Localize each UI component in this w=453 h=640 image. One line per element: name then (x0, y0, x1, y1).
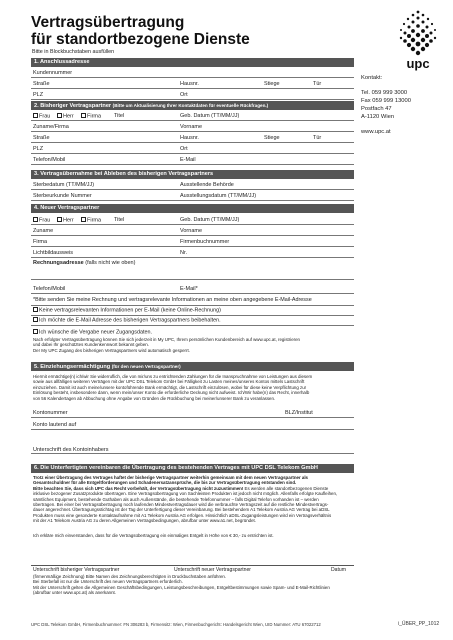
s4-salutation-row[interactable] (31, 214, 354, 225)
sterbedatum-label: Sterbedatum (TT/MM/JJ) (33, 182, 95, 188)
ausweis-nr-label: Nr. (180, 250, 188, 256)
s2-address-row[interactable] (31, 132, 354, 143)
s2-contact-row[interactable] (31, 154, 354, 165)
rechnungsadresse-label: Rechnungsadresse (33, 260, 84, 266)
uebertragung-line1: Es werden alle standortbezogenen Dienste (244, 485, 329, 491)
s4-firma-label: Firma (87, 217, 102, 224)
stiege-label: Stiege (264, 81, 280, 87)
section-2-title: 2. Bisheriger Vertragspartner (34, 103, 112, 109)
upc-logo-text: upc (406, 56, 430, 71)
kundennummer-label: Kundennummer (33, 70, 73, 76)
myupc-footnote-line3: Der My UPC Zugang des bisherigen Vertragspartners wird automatisch gesperrt. (33, 347, 190, 353)
strasse-label: Straße (33, 81, 50, 87)
uebertragung-text (33, 475, 353, 524)
s2-hausnr-label: Hausnr. (180, 135, 199, 141)
section-4-header (31, 204, 354, 213)
sig-old-label: Unterschrift bisheriger Vertragspartner (33, 567, 120, 573)
tuer-label: Tür (313, 81, 322, 87)
option-keep-email-row[interactable] (33, 317, 221, 324)
rechnungsadresse-field[interactable] (31, 258, 354, 280)
hausnr-label: Hausnr. (180, 81, 199, 87)
section-4-title: 4. Neuer Vertragspartner (34, 205, 100, 211)
section-2-note: (Bitte um Aktualisierung Ihrer Kontaktdaten für eventuelle Rückfragen.) (112, 103, 269, 108)
einziehung-text (33, 374, 353, 401)
einziehung-line1: Hiermit ermächtige(n) ich/wir Sie widerruflich, die von mir/uns zu entrichtenden Zahlungen für die Inanspruchnahme von Leistungen aus diesem (33, 374, 313, 379)
contact-web[interactable]: www.upc.at (361, 129, 391, 135)
contact-label: Kontakt: (361, 75, 383, 81)
footer-company: UPC DSL Telekom GmbH, Firmenbuchnummer: FN 306283 b, Firmensitz: Wien, Firmenbuchgericht: Handelsgericht Wien, UID Nummer: ATU 67022712 (31, 622, 321, 627)
s4-frau-label: Frau (39, 217, 51, 224)
keep-email-checkbox[interactable] (33, 317, 38, 322)
section-1-header (31, 58, 354, 67)
option-no-email-row[interactable] (33, 307, 221, 314)
s1-address-row[interactable] (31, 78, 354, 89)
s2-name-row[interactable] (31, 121, 354, 132)
einziehung-line4: Einlösung besteht, insbesondere dann, wenn mein/unser Konto die erforderliche Deckung nicht aufweist. Ich/Wir habe(n) das Recht, innerhalb (33, 390, 310, 396)
s4-contact-row[interactable] (31, 280, 354, 294)
s2-salutation-row[interactable] (31, 110, 354, 121)
keep-email-label: Ich möchte die E-Mail Adresse des bisherigen Vertragspartners beibehalten. (39, 317, 221, 324)
uebertragung-line2: inklusive bezogener Zusatzprodukte übertragen. Eine Vertragsübertragung von Sachleisten Produkten ist jedoch nicht möglich. Allenfalls erfolgte Kaufleihen, (33, 491, 338, 497)
vorname-label: Vorname (180, 124, 203, 130)
sig-note-line1: (firmenmäßige Zeichnung) Bitte Namen des Zeichnungsberechtigten in Druckbuchstaben anführen. (33, 574, 227, 579)
section-5-header (31, 362, 354, 371)
option-new-access-row[interactable] (33, 329, 152, 336)
contact-address: A-1120 Wien (361, 114, 395, 120)
uebertragung-line4: übertragen. Bei einer bei Vertragsübertragung noch laufenden Mindestvertragsdauer wird die verbrauchte Vertragszeit auf die restliche Mindestvertrags- (33, 502, 329, 508)
herr-label: Herr (63, 113, 74, 120)
konto-lautend-label: Konto lautend auf (33, 422, 77, 428)
s4-herr-label: Herr (63, 217, 74, 224)
sig-note-line4: (abrufbar unter www.upc.at) als anerkannt. (33, 590, 116, 596)
uebertragung-line7: mit der A1 Telekom Austria AG zu deren Allgemeinen Vertragsbedingungen, abrufbar unter www.a1.net, begründet. (33, 518, 257, 524)
einziehung-line5: von 56 Kalendertagen ab Abbuchung ohne Angabe von Gründen die Rückbuchung bei meiner/unserer Bank zu veranlassen. (33, 395, 276, 401)
s2-plz-label: PLZ (33, 146, 44, 152)
uebertragung-bold3: Bitte beachten Sie, dass sich UPC das Recht vorbehält, der Vertragsübertragung nicht zuzustimmen! (33, 485, 244, 491)
s4-ausweis-row[interactable] (31, 247, 354, 258)
sterbeurkunde-label: Sterbeurkunde Nummer (33, 193, 92, 199)
upc-logo-graphic (393, 6, 443, 72)
section-5-title: 5. Einziehungsermächtigung (34, 364, 111, 370)
myupc-footnote (33, 337, 353, 353)
s3-row2[interactable] (31, 190, 354, 201)
contact-postfach: Postfach 47 (361, 106, 392, 112)
kundennummer-field[interactable] (31, 67, 354, 78)
s2-telefon-label: Telefon/Mobil (33, 157, 66, 163)
s2-stiege-label: Stiege (264, 135, 280, 141)
section-6-header (31, 464, 354, 473)
footer-doc-code: i_ÜBER_PP_1012 (398, 621, 440, 627)
myupc-footnote-line2: und dabei Ihr geschütztes Kundenkennwort bekannt geben. (33, 342, 149, 348)
no-email-label: Keine vertragsrelevanten Informationen per E-Mail (keine Online-Rechnung) (39, 307, 221, 314)
contact-fax: Fax 059 999 13000 (361, 98, 411, 104)
kontonummer-label: Kontonummer (33, 410, 68, 416)
s4-firma-field-label: Firma (33, 239, 48, 245)
section-1-title: 1. Anschlussadresse (34, 59, 90, 65)
section-5-note: (für den neuen Vertragspartner) (111, 364, 181, 369)
section-6-title: 6. Die Unterfertigten vereinbaren die Übertragung des bestehenden Vertrages mit UPC DSL Telekom GmbH (34, 465, 318, 471)
section-3-title: 3. Vertragsübernahme bei Ableben des bisherigen Vertragspartners (34, 171, 214, 177)
datum-label: Datum (331, 567, 347, 573)
geb-datum-label: Geb. Datum (TT/MM/JJ) (180, 113, 240, 119)
page-title-line1: Vertragsübertragung (31, 14, 185, 31)
firmenbuchnummer-label: Firmenbuchnummer (180, 239, 230, 245)
s4-email-label: E-Mail* (180, 286, 198, 292)
s1-plz-row[interactable] (31, 89, 354, 100)
lichtbildausweis-label: Lichtbildausweis (33, 250, 74, 256)
firma-label: Firma (87, 113, 102, 120)
s2-tuer-label: Tür (313, 135, 322, 141)
s4-telefon-label: Telefon/Mobil (33, 286, 66, 292)
kontoinhaber-signature-label: Unterschrift des Kontoinhabers (33, 447, 109, 453)
s2-ort-label: Ort (180, 146, 188, 152)
email-note: *Bitte senden Sie meine Rechnung und vertragsrelevante Informationen an meine oben angegebene E-Mail-Adresse (33, 297, 312, 303)
frau-label: Frau (39, 113, 51, 120)
titel-label: Titel (114, 113, 125, 119)
uebertragung-bold1: Trotz einer Übertragung des Vertrages haftet der bisherige Vertragspartner weiterhin gemeinsam mit dem neuen Vertragspartner als (33, 475, 308, 480)
einziehung-line2: sowie aus allfälligen weiteren Verträgen mit der UPC DSL Telekom GmbH bei Fälligkeit zu Lasten meines/unseres Kontos mittels Lastschrift (33, 379, 305, 385)
sig-new-label: Unterschrift neuer Vertragspartner (174, 567, 252, 573)
s4-name-row[interactable] (31, 225, 354, 236)
einziehung-line3: einzuziehen. Damit ist auch meine/unsere kontoführende Bank ermächtigt, die Lastschrift einzulösen, wobei für diese keine Verpflichtung zur (33, 384, 307, 390)
s4-zuname-label: Zuname (33, 228, 54, 234)
ausstellungsdatum-label: Ausstellungsdatum (TT/MM/JJ) (180, 193, 257, 199)
no-email-checkbox[interactable] (33, 307, 38, 312)
behoerde-label: Ausstellende Behörde (180, 182, 234, 188)
s3-row1[interactable] (31, 179, 354, 190)
new-access-checkbox[interactable] (33, 329, 38, 334)
herr-checkbox[interactable] (57, 113, 62, 118)
entgelt-text: Ich erkläre mich einverstanden, dass für die Vertragsübertragung ein einmaliges Entgelt in Höhe von € 30,- zu entrichten ist. (33, 533, 274, 538)
form-hint: Bitte in Blockbuchstaben ausfüllen (32, 49, 115, 55)
rechnungsadresse-note: (falls nicht wie oben) (85, 260, 136, 266)
section-3-header (31, 170, 354, 179)
konto-lautend-row[interactable] (31, 418, 354, 430)
uebertragung-line3: sämtliches Equipment, bestehende Guthaben als auch Außenstände, die bestehende Telefonnummer – falls Digital Telefon vorhanden ist – werden (33, 496, 319, 502)
s2-plz-row[interactable] (31, 143, 354, 154)
s4-geb-datum-label: Geb. Datum (TT/MM/JJ) (180, 217, 240, 223)
s4-firma-checkbox[interactable] (81, 217, 86, 222)
s4-herr-checkbox[interactable] (57, 217, 62, 222)
s4-vorname-label: Vorname (180, 228, 203, 234)
uebertragung-bold2: Gesamtschuldner für alle Entgeltforderungen und Schadenersatzansprüche, die bis zur Vertragsübertragung entstanden sind. (33, 480, 297, 486)
signature-notes (33, 574, 353, 596)
s2-strasse-label: Straße (33, 135, 50, 141)
s4-titel-label: Titel (114, 217, 125, 223)
plz-label: PLZ (33, 92, 44, 98)
kontonummer-row[interactable] (31, 405, 354, 418)
sig-note-line2: Bei Sterbefall ist nur die Unterschrift des neuen Vertragspartners erforderlich. (33, 579, 183, 585)
s4-firma-row[interactable] (31, 236, 354, 247)
blz-label: BLZ/Institut (285, 410, 313, 416)
frau-checkbox[interactable] (33, 113, 38, 118)
s4-frau-checkbox[interactable] (33, 217, 38, 222)
zuname-firma-label: Zuname/Firma (33, 124, 69, 130)
sig-note-line3: Mit der Unterschrift gelten die Allgemeinen Geschäftsbedingungen, Leistungsbeschreibungen, Entgeltbestimmungen sowie Spam- und E-Mail-Richtlinien (33, 584, 330, 590)
new-access-label: Ich wünsche die Vergabe neuer Zugangsdaten. (39, 329, 152, 336)
myupc-footnote-line1: Nach erfolgter Vertragsübertragung können Sie sich jederzeit in My UPC, Ihrem persönlichen Kundenbereich auf www.upc.at, registrieren (33, 337, 300, 342)
uebertragung-line5: dauer angerechnet. Übertragungsstichtag ist der Tag der Unterfertigung dieser Vereinbarung. Bei bestehendem A1 Telekom Austria AG Vertrag bei aDSL (33, 507, 330, 513)
firma-checkbox[interactable] (81, 113, 86, 118)
ort-label: Ort (180, 92, 188, 98)
contact-tel: Tel. 059 999 3000 (361, 90, 408, 96)
kontoinhaber-signature-field[interactable] (31, 430, 354, 454)
signature-line[interactable] (31, 565, 354, 566)
page-title-line2: für standortbezogene Dienste (31, 31, 250, 48)
section-2-header (31, 101, 354, 110)
uebertragung-line6: Produkten muss eine gesonderte Kontaktaufnahme mit A1 Telekom Austria AG erfolgen. Hinsichtlich aDSL-Zugangsleistungen wird ein Vertragsverhältnis (33, 512, 332, 518)
upc-logo (393, 6, 443, 72)
s2-email-label: E-Mail (180, 157, 196, 163)
